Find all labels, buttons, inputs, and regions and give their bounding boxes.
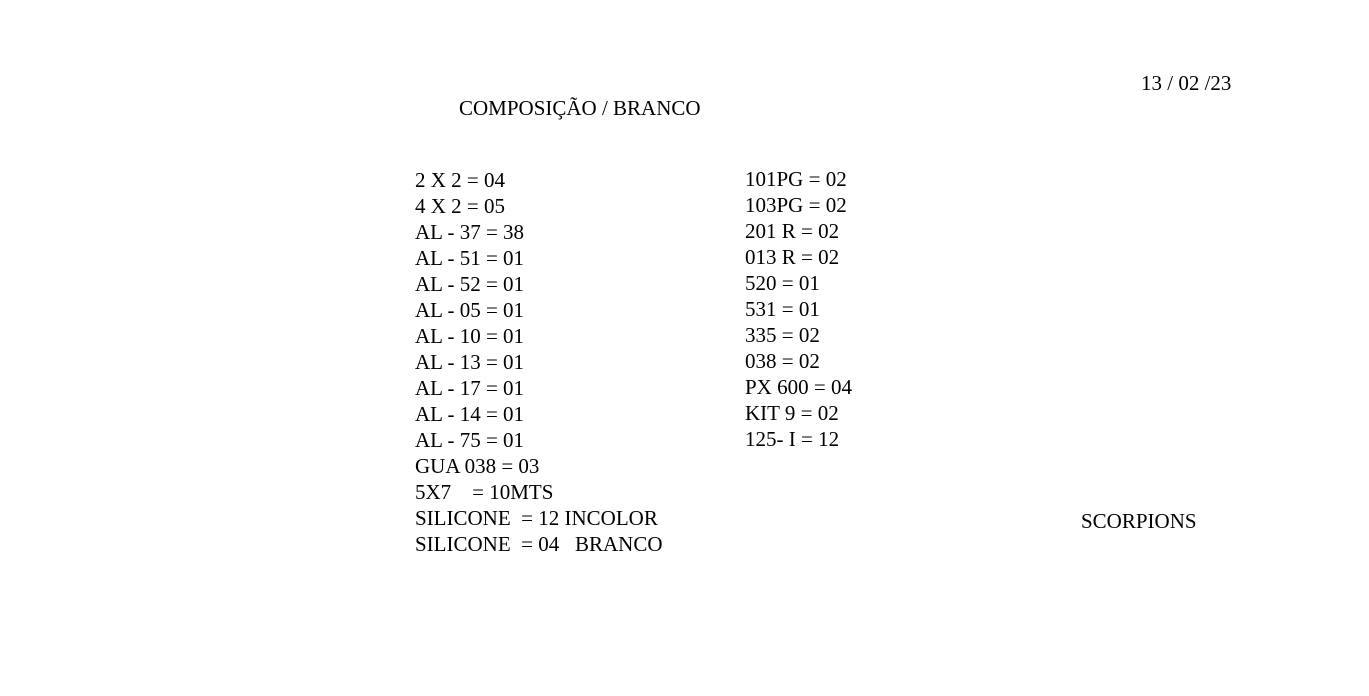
list-item: AL - 75 = 01	[415, 428, 525, 452]
list-item: AL - 52 = 01	[415, 272, 525, 296]
list-item: GUA 038 = 03	[415, 454, 540, 478]
list-item: 531 = 01	[745, 297, 820, 321]
list-item: 103PG = 02	[745, 193, 847, 217]
list-item: 2 X 2 = 04	[415, 168, 506, 192]
list-item: SILICONE = 12 INCOLOR	[415, 506, 658, 530]
list-item: AL - 14 = 01	[415, 402, 525, 426]
list-item: 4 X 2 = 05	[415, 194, 506, 218]
list-item: 5X7 = 10MTS	[415, 480, 554, 504]
right-item-list	[745, 166, 852, 452]
list-item: 013 R = 02	[745, 245, 840, 269]
list-item: AL - 37 = 38	[415, 220, 525, 244]
left-item-list	[415, 167, 663, 557]
list-item: 101PG = 02	[745, 167, 847, 191]
list-item: AL - 51 = 01	[415, 246, 525, 270]
list-item: 201 R = 02	[745, 219, 840, 243]
list-item: AL - 05 = 01	[415, 298, 525, 322]
list-item: 335 = 02	[745, 323, 820, 347]
list-item: AL - 13 = 01	[415, 350, 525, 374]
list-item: AL - 17 = 01	[415, 376, 525, 400]
list-item: 038 = 02	[745, 349, 820, 373]
list-item: PX 600 = 04	[745, 375, 852, 399]
list-item: SILICONE = 04 BRANCO	[415, 532, 663, 556]
document-date: 13 / 02 /23	[1141, 71, 1232, 95]
list-item: 125- I = 12	[745, 427, 840, 451]
signature-text: SCORPIONS	[1081, 509, 1197, 533]
document-title: COMPOSIÇÃO / BRANCO	[459, 96, 701, 120]
list-item: 520 = 01	[745, 271, 820, 295]
list-item: KIT 9 = 02	[745, 401, 839, 425]
list-item: AL - 10 = 01	[415, 324, 525, 348]
